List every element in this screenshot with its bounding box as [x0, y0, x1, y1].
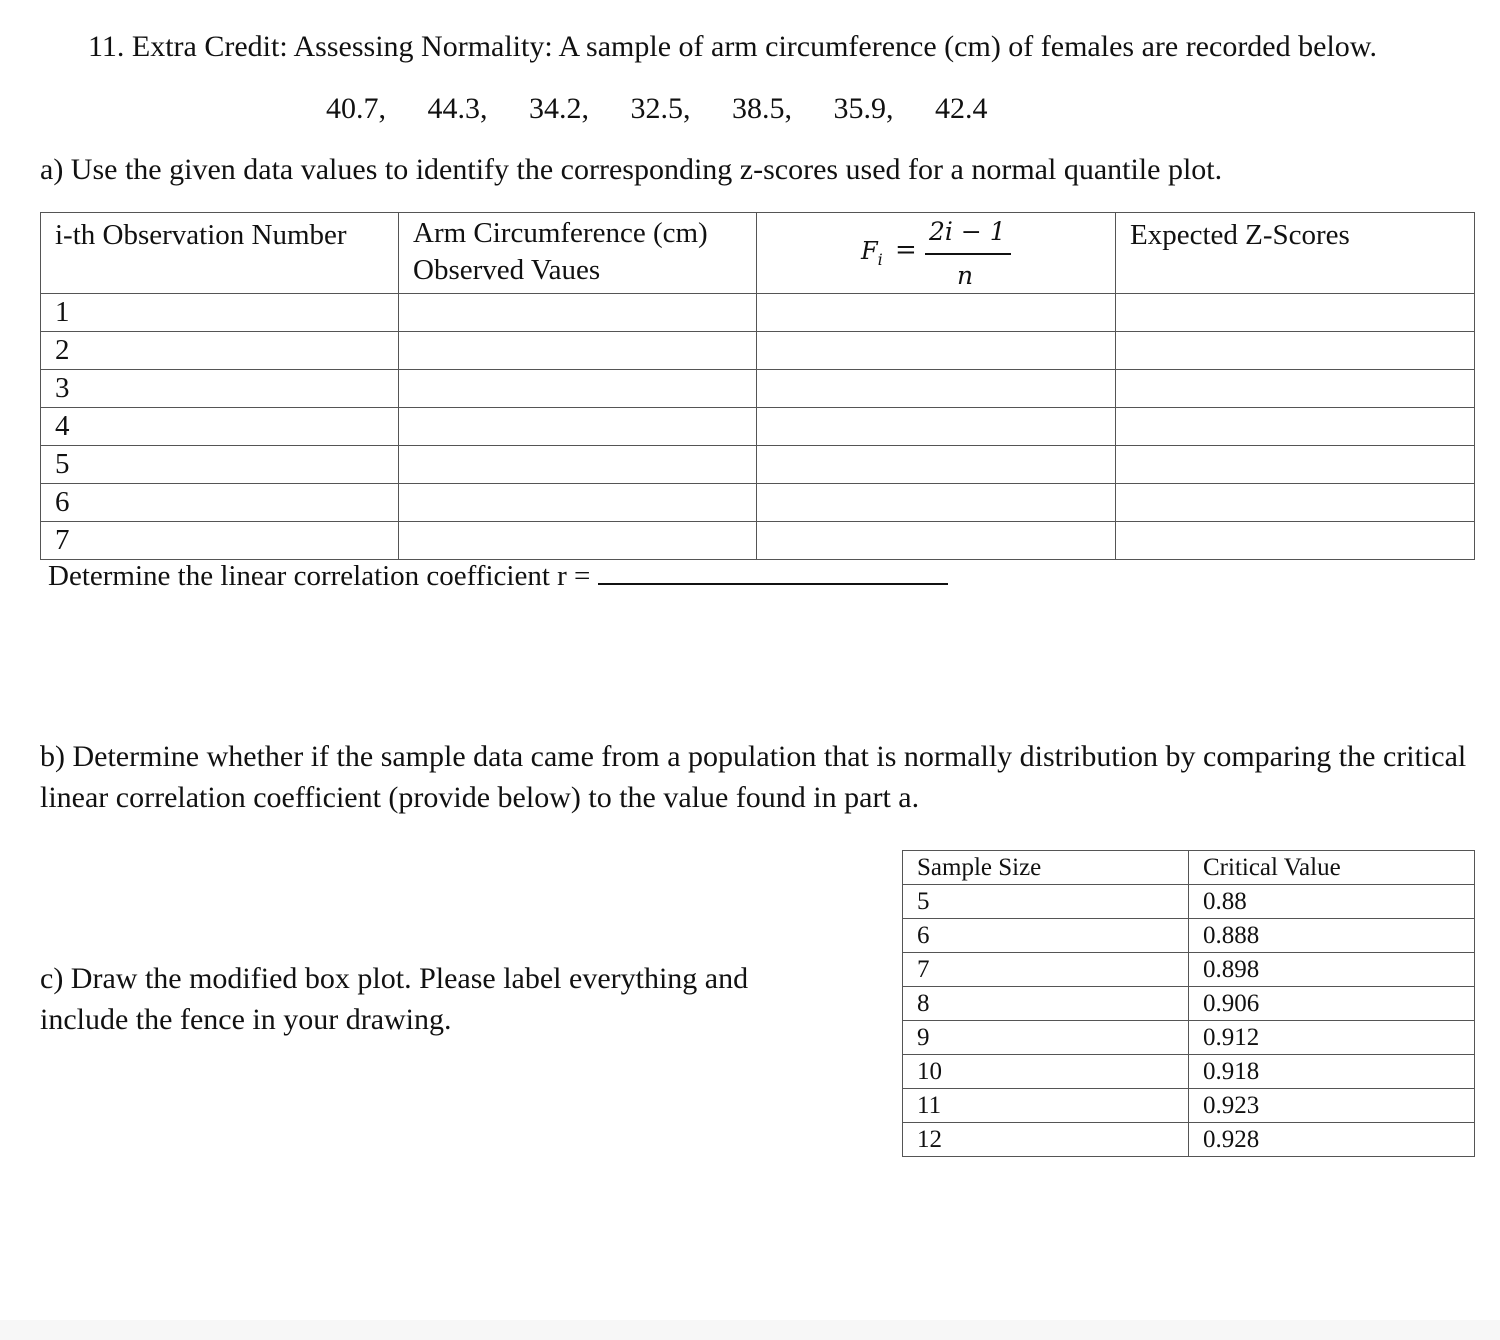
- data-value: 44.3,: [427, 92, 488, 125]
- table-row: [41, 522, 1475, 560]
- correlation-label: Determine the linear correlation coefficient r =: [48, 560, 591, 592]
- correlation-answer-blank[interactable]: [598, 557, 948, 585]
- fi-cell[interactable]: [757, 446, 1116, 484]
- z-score-cell[interactable]: [1116, 484, 1475, 522]
- data-value: 32.5,: [630, 92, 691, 125]
- sample-size-cell: 5: [903, 885, 1189, 919]
- observed-value-cell[interactable]: [399, 446, 757, 484]
- z-score-cell[interactable]: [1116, 332, 1475, 370]
- part-c-prompt: c) Draw the modified box plot. Please label everything and include the fence in your drawing.: [40, 962, 749, 1036]
- table-row: [903, 987, 1475, 1021]
- sample-size-cell: 6: [903, 919, 1189, 953]
- row-number: 3: [41, 370, 399, 408]
- fi-cell[interactable]: [757, 332, 1116, 370]
- data-value: 38.5,: [732, 92, 792, 125]
- table-row: [41, 408, 1475, 446]
- sample-size-cell: 12: [903, 1123, 1189, 1157]
- row-number: 1: [41, 294, 399, 332]
- observed-value-cell[interactable]: [399, 294, 757, 332]
- critical-value-cell: 0.923: [1189, 1089, 1475, 1123]
- table-row: [903, 953, 1475, 987]
- col-expected-z: Expected Z-Scores: [1116, 213, 1475, 294]
- z-score-cell[interactable]: [1116, 370, 1475, 408]
- row-number: 4: [41, 408, 399, 446]
- page-bottom-band: [0, 1320, 1500, 1340]
- row-number: 7: [41, 522, 399, 560]
- critical-value-cell: 0.928: [1189, 1123, 1475, 1157]
- table-row: [903, 1021, 1475, 1055]
- z-score-cell[interactable]: [1116, 408, 1475, 446]
- critical-value-cell: 0.918: [1189, 1055, 1475, 1089]
- data-value: 42.4: [935, 92, 988, 125]
- observed-value-cell[interactable]: [399, 408, 757, 446]
- table-row: [41, 484, 1475, 522]
- observation-table-header: [41, 213, 1475, 294]
- table-row: [41, 294, 1475, 332]
- formula-denominator: n: [957, 261, 974, 290]
- table-row: [41, 332, 1475, 370]
- observed-value-cell[interactable]: [399, 370, 757, 408]
- table-row: [903, 1123, 1475, 1157]
- data-value: 35.9,: [833, 92, 894, 125]
- col-formula: [757, 213, 1116, 294]
- row-number: 6: [41, 484, 399, 522]
- sample-size-cell: 7: [903, 953, 1189, 987]
- fi-cell[interactable]: [757, 294, 1116, 332]
- observed-value-cell[interactable]: [399, 522, 757, 560]
- fi-cell[interactable]: [757, 522, 1116, 560]
- formula-numerator: 2i − 1: [929, 217, 1006, 246]
- observation-table: [40, 212, 1475, 560]
- data-values: [326, 92, 1022, 126]
- sample-size-cell: 9: [903, 1021, 1189, 1055]
- table-row: [903, 1089, 1475, 1123]
- sample-size-cell: 10: [903, 1055, 1189, 1089]
- table-row: [41, 446, 1475, 484]
- critical-value-cell: 0.906: [1189, 987, 1475, 1021]
- fi-cell[interactable]: [757, 370, 1116, 408]
- row-number: 2: [41, 332, 399, 370]
- part-b-prompt: b) Determine whether if the sample data came from a population that is normally distribution by comparing the critical linear correlation coefficient (provide below) to the value found in part a.: [40, 740, 1467, 814]
- table-row: [903, 885, 1475, 919]
- row-number: 5: [41, 446, 399, 484]
- table-row: [903, 919, 1475, 953]
- col-observed-values: Arm Circumference (cm) Observed Vaues: [399, 213, 757, 294]
- z-score-cell[interactable]: [1116, 522, 1475, 560]
- critical-value-cell: 0.888: [1189, 919, 1475, 953]
- correlation-prompt: [48, 557, 948, 593]
- formula-equals: =: [895, 235, 917, 265]
- critical-value-cell: 0.88: [1189, 885, 1475, 919]
- col-critical-value: Critical Value: [1189, 851, 1475, 885]
- observed-value-cell[interactable]: [399, 332, 757, 370]
- col-sample-size: Sample Size: [903, 851, 1189, 885]
- z-score-cell[interactable]: [1116, 294, 1475, 332]
- fi-cell[interactable]: [757, 408, 1116, 446]
- critical-value-table: [902, 850, 1475, 1157]
- data-value: 40.7,: [326, 92, 386, 125]
- critical-value-cell: 0.912: [1189, 1021, 1475, 1055]
- table-row: [41, 370, 1475, 408]
- fraction-bar: [925, 253, 1011, 255]
- table-row: [903, 1055, 1475, 1089]
- sample-size-cell: 8: [903, 987, 1189, 1021]
- fi-cell[interactable]: [757, 484, 1116, 522]
- critical-value-cell: 0.898: [1189, 953, 1475, 987]
- formula-lhs: $F_i$: [861, 237, 883, 269]
- critical-table-header: [903, 851, 1475, 885]
- data-value: 34.2,: [529, 92, 589, 125]
- z-score-cell[interactable]: [1116, 446, 1475, 484]
- part-a-prompt: a) Use the given data values to identify the corresponding z-scores used for a normal quantile plot.: [40, 153, 1223, 186]
- col-observation-number: i-th Observation Number: [41, 213, 399, 294]
- sample-size-cell: 11: [903, 1089, 1189, 1123]
- problem-title: 11. Extra Credit: Assessing Normality: A sample of arm circumference (cm) of females are recorded below.: [88, 30, 1377, 63]
- observed-value-cell[interactable]: [399, 484, 757, 522]
